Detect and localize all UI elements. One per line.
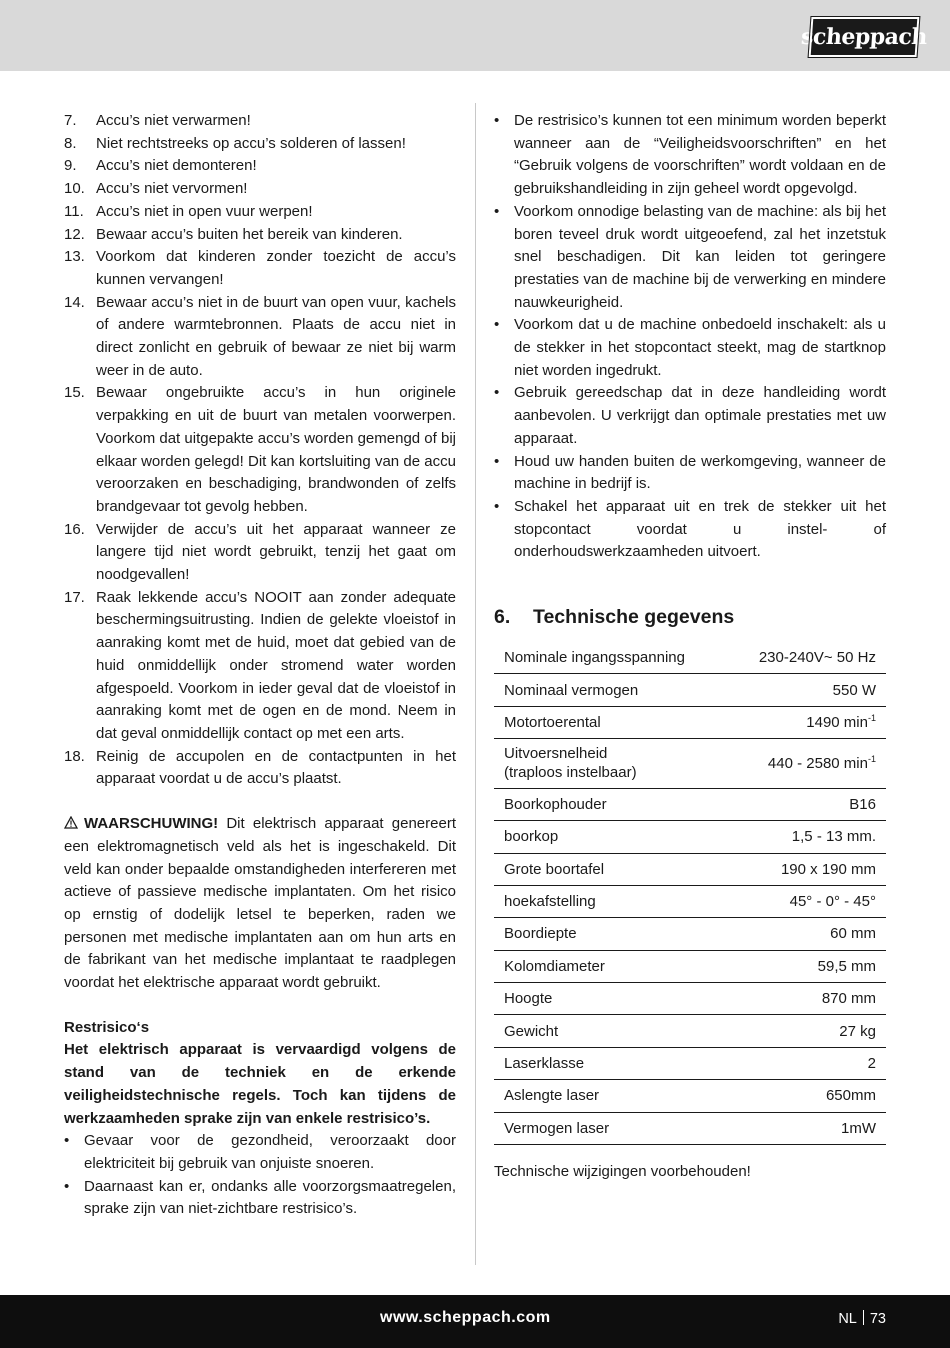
spec-label: Uitvoersnelheid	[504, 745, 608, 763]
footer-band	[0, 1295, 950, 1348]
list-text: Accu’s niet verwarmen!	[96, 112, 251, 129]
language-code: NL	[838, 1311, 857, 1327]
table-row	[494, 642, 886, 674]
spec-value: 2	[727, 1047, 886, 1079]
bullet: •	[64, 1177, 70, 1195]
table-row	[494, 1112, 886, 1144]
footer-url[interactable]: www.scheppach.com	[380, 1309, 551, 1326]
bullet-list	[494, 110, 886, 564]
spec-value: 550 W	[727, 674, 886, 706]
spec-superscript: -1	[867, 753, 876, 764]
left-column	[64, 110, 456, 1221]
list-item	[64, 155, 456, 178]
spec-label-sub: (traploos instelbaar)	[504, 764, 637, 782]
spec-label: Motortoerental	[494, 706, 727, 738]
spec-value: 45° - 0° - 45°	[727, 885, 886, 917]
spec-label: Nominaal vermogen	[494, 674, 727, 706]
warning-label: WAARSCHUWING!	[84, 815, 219, 833]
table-row	[494, 983, 886, 1015]
spec-value: 230-240V~ 50 Hz	[727, 642, 886, 674]
warning-paragraph	[64, 813, 456, 995]
spec-label: Grote boortafel	[494, 853, 727, 885]
section-title: Technische gegevens	[533, 606, 735, 629]
spec-value: 27 kg	[727, 1015, 886, 1047]
list-text: Reinig de accupolen en de contactpunten in het apparaat voordat u de accu’s plaatst.	[96, 747, 456, 788]
list-number: 15.	[64, 384, 85, 402]
table-row	[494, 950, 886, 982]
list-text: Bewaar accu’s niet in de buurt van open vuur, kachels of andere warmtebronnen. Plaats de accu niet in direct zonlicht en gebruik of bewaar ze niet bij warm weer in de auto.	[96, 293, 456, 379]
spec-value: 1mW	[727, 1112, 886, 1144]
list-number: 7.	[64, 112, 77, 129]
list-item	[494, 382, 886, 450]
table-row	[494, 885, 886, 917]
list-text: Voorkom dat kinderen zonder toezicht de accu’s kunnen vervangen!	[96, 248, 456, 288]
table-row	[494, 1047, 886, 1079]
spec-label: Hoogte	[494, 983, 727, 1015]
list-item	[64, 292, 456, 383]
list-number: 10.	[64, 180, 85, 198]
restrisico-intro: Het elektrisch apparaat is vervaardigd volgens de stand van de techniek en de erkende veiligheidstechnische regels. Toch kan tijdens de werkzaamheden sprake zijn van enkele restrisico’s.	[64, 1041, 456, 1127]
spec-value: 650mm	[727, 1080, 886, 1112]
table-row	[494, 1015, 886, 1047]
bullet-text: Voorkom dat u de machine onbedoeld inschakelt: als u de stekker in het stopcontact steekt, mag de startknop niet worden ingedrukt.	[514, 316, 886, 379]
table-row	[494, 1080, 886, 1112]
spec-label-cell	[494, 739, 727, 789]
spec-label: Kolomdiameter	[494, 950, 727, 982]
bullet: •	[64, 1132, 70, 1150]
bullet-text: Daarnaast kan er, ondanks alle voorzorgsmaatregelen, sprake zijn van niet-zichtbare restrisico’s.	[84, 1177, 456, 1218]
list-item	[64, 746, 456, 791]
bullet: •	[494, 384, 500, 402]
bullet-text: Houd uw handen buiten de werkomgeving, wanneer de machine in bedrijf is.	[514, 452, 886, 493]
list-item	[494, 314, 886, 382]
spec-value: B16	[727, 788, 886, 820]
table-row	[494, 788, 886, 820]
bullet-text: De restrisico’s kunnen tot een minimum worden beperkt wanneer aan de “Veiligheidsvoorschriften” en het “Gebruik volgens de voorschriften” wordt voldaan en de gebruikshandleiding in zijn geheel wordt opgevolgd.	[514, 112, 886, 198]
list-item	[64, 110, 456, 133]
list-text: Bewaar ongebruikte accu’s in hun originele verpakking en uit de buurt van metalen voorwerpen. Voorkom dat uitgepakte accu’s worden gemengd of bij elkaar worden gelegd! Dit kan kortsluiting van de accu veroorzaken en beschadiging, brandwonden of zelfs brandgevaar tot gevolg hebben.	[96, 384, 456, 515]
list-text: Verwijder de accu’s uit het apparaat wanneer ze langere tijd niet wordt gebruikt, tenzij het gaat om noodgevallen!	[96, 520, 456, 584]
bullet: •	[494, 202, 500, 220]
page-separator	[863, 1310, 864, 1325]
bullet-text: Voorkom onnodige belasting van de machine: als bij het boren teveel druk wordt uitgeoefend, zal het inzetstuk snel beschadigen. Dit kan leiden tot geringere prestaties van de machine bij de verwerking en mindere nauwkeurigheid.	[514, 202, 886, 311]
list-number: 8.	[64, 134, 77, 152]
list-number: 13.	[64, 248, 85, 266]
section-number: 6.	[494, 606, 511, 629]
spec-label: Boordiepte	[494, 918, 727, 950]
list-number: 18.	[64, 747, 85, 765]
list-text: Bewaar accu’s buiten het bereik van kinderen.	[96, 225, 403, 243]
list-text: Accu’s niet vervormen!	[96, 180, 248, 198]
numbered-list	[64, 110, 456, 791]
spec-label: Nominale ingangsspanning	[494, 642, 727, 674]
spec-value: 1,5 - 13 mm.	[727, 821, 886, 853]
list-number: 16.	[64, 520, 85, 538]
table-row	[494, 821, 886, 853]
list-text: Raak lekkende accu’s NOOIT aan zonder adequate beschermingsuitrusting. Indien de gelekte vloeistof in aanraking komt met de huid, moet dat gebied van de huid onmiddellijk onder stromend water worden afgespoeld. Voorkom in ieder geval dat de vloeistof in aanraking komt met de ogen en de mond. Neem in dat geval onmiddellijk contact op met een arts.	[96, 588, 456, 742]
list-number: 12.	[64, 225, 85, 243]
spec-value: 190 x 190 mm	[727, 853, 886, 885]
list-number: 11.	[64, 202, 84, 220]
bullet: •	[494, 112, 500, 129]
spec-value: 870 mm	[727, 983, 886, 1015]
spec-label: boorkop	[494, 821, 727, 853]
column-divider	[475, 103, 476, 1265]
spec-label: hoekafstelling	[494, 885, 727, 917]
spec-label: Laserklasse	[494, 1047, 727, 1079]
bullet: •	[494, 316, 500, 334]
bullet: •	[494, 497, 500, 515]
restrisico-title: Restrisico‘s	[64, 1018, 150, 1036]
list-item	[494, 201, 886, 315]
list-item	[64, 1176, 456, 1221]
spec-value-cell	[727, 739, 886, 789]
list-item	[64, 382, 456, 518]
list-item	[494, 496, 886, 564]
list-item	[64, 246, 456, 291]
list-item	[494, 451, 886, 496]
restrisico-block	[64, 1017, 456, 1221]
table-row	[494, 853, 886, 885]
list-number: 9.	[64, 157, 77, 175]
list-number: 17.	[64, 588, 85, 606]
list-item	[64, 1130, 456, 1175]
bullet-text: Schakel het apparaat uit en trek de stekker uit het stopcontact voordat u instel- of onderhoudswerkzaamheden uitvoert.	[514, 497, 886, 561]
table-row	[494, 739, 886, 789]
spec-value-cell	[727, 706, 886, 738]
spec-label: Vermogen laser	[494, 1112, 727, 1144]
bullet: •	[494, 452, 500, 470]
list-item	[64, 133, 456, 156]
spec-value: 440 - 2580 min	[767, 754, 868, 772]
spec-superscript: -1	[867, 713, 876, 724]
bullet-text: Gebruik gereedschap dat in deze handleiding wordt aanbevolen. U verkrijgt dan optimale prestaties met uw apparaat.	[514, 384, 886, 447]
section-heading	[494, 602, 886, 632]
list-item	[64, 178, 456, 201]
warning-text: Dit elektrisch apparaat genereert een elektromagnetisch veld als het is ingeschakeld. Dit veld kan onder bepaalde omstandigheden interfereren met actieve of passieve medische implantaten. Om het risico op ernstig of dodelijk letsel te beperken, raden we personen met medische implantaten aan om hun arts en de fabrikant van het medische implantaat te raadplegen voordat het elektrische apparaat wordt gebruikt.	[64, 815, 456, 992]
footnote: Technische wijzigingen voorbehouden!	[494, 1163, 751, 1181]
page-number: 73	[869, 1311, 886, 1327]
spec-value: 60 mm	[727, 918, 886, 950]
list-text: Accu’s niet in open vuur werpen!	[96, 202, 313, 220]
list-item	[64, 519, 456, 587]
table-row	[494, 918, 886, 950]
bullet-text: Gevaar voor de gezondheid, veroorzaakt door elektriciteit bij gebruik van onjuiste snoeren.	[84, 1132, 456, 1172]
spec-table	[494, 642, 886, 1145]
list-item	[64, 201, 456, 224]
spec-label: Boorkophouder	[494, 788, 727, 820]
spec-label: Aslengte laser	[494, 1080, 727, 1112]
page-indicator	[838, 1310, 886, 1327]
brand-logo: scheppach	[809, 17, 920, 57]
list-text: Accu’s niet demonteren!	[96, 157, 257, 175]
spec-label: Gewicht	[494, 1015, 727, 1047]
warning-triangle-icon	[64, 816, 78, 829]
right-column	[494, 110, 886, 1184]
list-item	[64, 587, 456, 746]
list-number: 14.	[64, 293, 85, 311]
list-item	[64, 224, 456, 247]
table-row	[494, 706, 886, 738]
spec-value: 1490 min	[806, 714, 868, 732]
list-item	[494, 110, 886, 201]
table-row	[494, 674, 886, 706]
spec-value: 59,5 mm	[727, 950, 886, 982]
list-text: Niet rechtstreeks op accu’s solderen of lassen!	[96, 134, 406, 152]
